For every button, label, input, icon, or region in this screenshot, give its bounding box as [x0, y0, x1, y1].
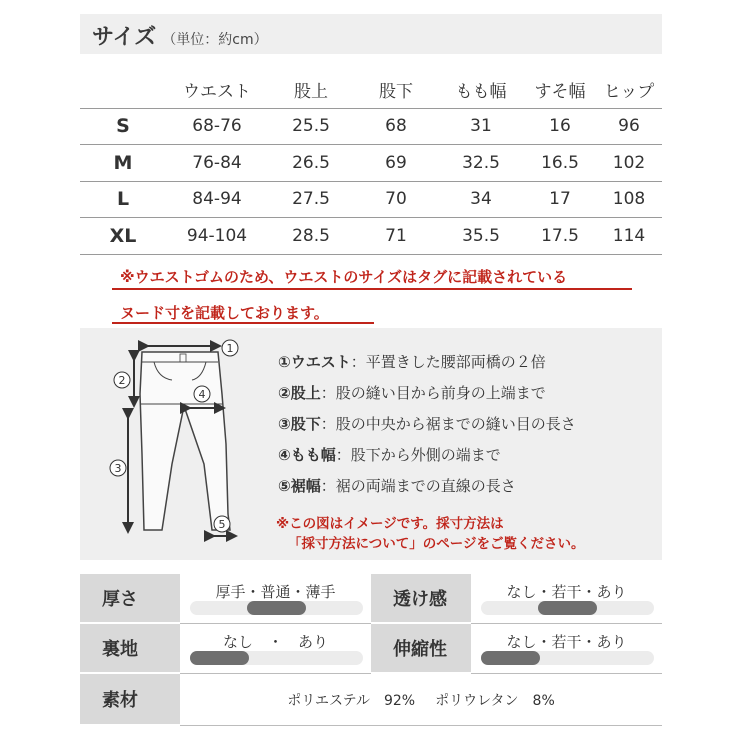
note-underline — [112, 288, 632, 290]
table-row — [80, 145, 662, 182]
thickness-track — [190, 601, 363, 615]
description-term: 股上 — [290, 384, 321, 402]
table-cell: 35.5 — [438, 218, 524, 255]
table-cell: 76-84 — [166, 145, 268, 182]
measurement-descriptions — [278, 346, 576, 501]
sheer-label: 透け感 — [371, 574, 471, 624]
table-cell: 71 — [354, 218, 438, 255]
stretch-label: 伸縮性 — [371, 624, 471, 674]
lining-indicator — [190, 651, 249, 665]
svg-text:4: 4 — [198, 388, 206, 401]
table-cell: 16 — [524, 108, 596, 145]
size-title: サイズ — [92, 25, 157, 50]
description-row — [278, 377, 576, 408]
size-unit: （単位：約cm） — [162, 32, 268, 48]
description-text: ：平置きした腰部両橋の２倍 — [350, 353, 546, 371]
description-text: ：裾の両端までの直線の長さ — [320, 477, 516, 495]
description-text: ：股下から外側の端まで — [335, 446, 501, 464]
sheer-scale — [471, 574, 662, 624]
description-term: ウエスト — [290, 353, 351, 371]
thickness-scale — [180, 574, 371, 624]
lining-scale — [180, 624, 371, 674]
thickness-indicator — [247, 601, 306, 615]
column-header: 股下 — [379, 82, 413, 103]
lining-label: 裏地 — [80, 624, 180, 674]
lining-scale-text: なし ・ あり — [222, 633, 328, 651]
table-row — [80, 218, 662, 255]
table-cell: 96 — [596, 108, 662, 145]
column-header: ウエスト — [183, 82, 251, 103]
table-cell: 114 — [596, 218, 662, 255]
table-cell: 94-104 — [166, 218, 268, 255]
table-cell: 84-94 — [166, 181, 268, 218]
description-number: ① — [278, 352, 291, 371]
table-cell: 25.5 — [268, 108, 354, 145]
description-row — [278, 346, 576, 377]
column-header: すそ幅 — [534, 82, 586, 103]
table-cell: 108 — [596, 181, 662, 218]
pants-diagram-icon — [98, 334, 248, 554]
description-row — [278, 408, 576, 439]
size-label: L — [80, 181, 166, 218]
note-underline — [112, 322, 374, 324]
column-header: 股上 — [294, 82, 328, 103]
table-cell: 68-76 — [166, 108, 268, 145]
description-text: ：股の中央から裾までの縫い目の長さ — [320, 415, 576, 433]
thickness-label: 厚さ — [80, 574, 180, 624]
table-cell: 102 — [596, 145, 662, 182]
description-row — [278, 439, 576, 470]
size-title-bar — [80, 14, 662, 54]
table-row — [80, 181, 662, 218]
description-number: ③ — [278, 414, 291, 433]
description-term: もも幅 — [290, 446, 336, 464]
description-term: 股下 — [290, 415, 321, 433]
size-table — [80, 72, 662, 255]
column-header: もも幅 — [455, 82, 507, 103]
material-label: 素材 — [80, 674, 180, 726]
table-cell: 27.5 — [268, 181, 354, 218]
description-number: ⑤ — [278, 476, 291, 495]
column-header: ヒップ — [603, 82, 655, 103]
material-item: ポリウレタン 8% — [435, 692, 555, 709]
diagram-note-line1: ※この図はイメージです。採寸方法は — [276, 516, 504, 532]
stretch-track — [481, 651, 654, 665]
svg-text:1: 1 — [226, 342, 234, 355]
sheer-scale-text: なし・若干・あり — [506, 583, 627, 601]
sheer-indicator — [538, 601, 597, 615]
property-row — [80, 674, 662, 726]
size-label: XL — [80, 218, 166, 255]
waist-note-line2: ヌード寸を記載しております。 — [120, 304, 329, 322]
fabric-properties — [80, 574, 662, 726]
column-header — [80, 72, 166, 108]
size-label: M — [80, 145, 166, 182]
table-cell: 69 — [354, 145, 438, 182]
table-cell: 28.5 — [268, 218, 354, 255]
stretch-indicator — [481, 651, 540, 665]
waist-note-line1: ※ウエストゴムのため、ウエストのサイズはタグに記載されている — [120, 268, 568, 286]
description-text: ：股の縫い目から前身の上端まで — [320, 384, 546, 402]
thickness-scale-text: 厚手・普通・薄手 — [215, 583, 336, 601]
size-label: S — [80, 108, 166, 145]
table-cell: 68 — [354, 108, 438, 145]
measurement-diagram-panel — [80, 328, 662, 560]
table-cell: 26.5 — [268, 145, 354, 182]
svg-text:5: 5 — [218, 518, 226, 531]
diagram-note-line2: 「採寸方法について」のページをご覧ください。 — [288, 536, 585, 552]
description-term: 裾幅 — [290, 477, 321, 495]
sheer-track — [481, 601, 654, 615]
stretch-scale-text: なし・若干・あり — [506, 633, 627, 651]
table-cell: 31 — [438, 108, 524, 145]
stretch-scale — [471, 624, 662, 674]
table-cell: 32.5 — [438, 145, 524, 182]
property-row — [80, 624, 662, 674]
table-cell: 34 — [438, 181, 524, 218]
material-item: ポリエステル 92% — [287, 692, 416, 709]
table-cell: 17.5 — [524, 218, 596, 255]
description-number: ④ — [278, 445, 291, 464]
material-value — [180, 674, 662, 726]
lining-track — [190, 651, 363, 665]
table-cell: 16.5 — [524, 145, 596, 182]
table-cell: 17 — [524, 181, 596, 218]
description-row — [278, 470, 576, 501]
table-cell: 70 — [354, 181, 438, 218]
description-number: ② — [278, 383, 291, 402]
svg-text:2: 2 — [118, 374, 126, 387]
property-row — [80, 574, 662, 624]
size-table-header — [80, 72, 662, 108]
table-row — [80, 108, 662, 145]
svg-text:3: 3 — [114, 462, 122, 475]
